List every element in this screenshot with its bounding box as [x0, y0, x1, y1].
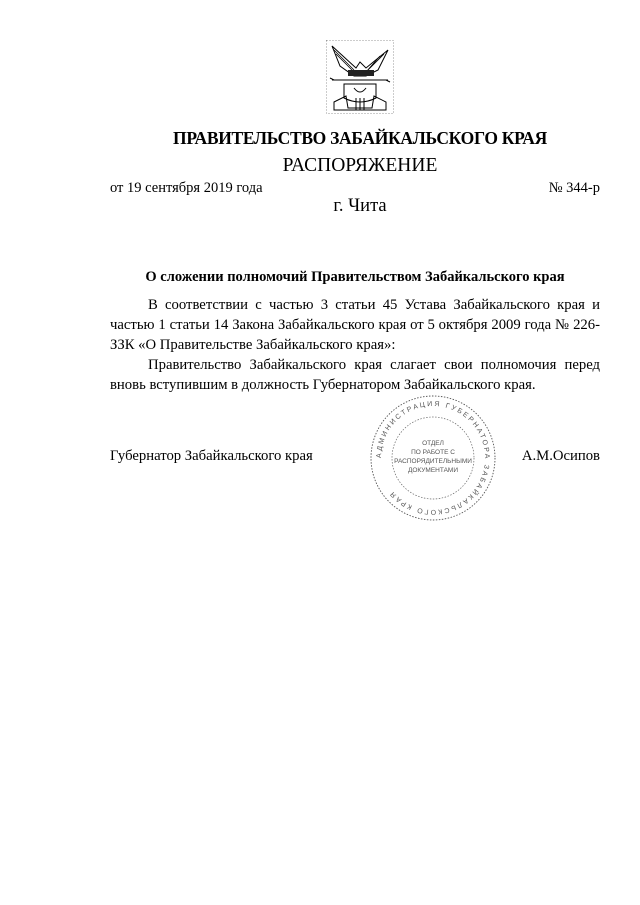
- official-stamp: [366, 393, 500, 523]
- body-paragraph: В соответствии с частью 3 статьи 45 Устава Забайкальского края и частью 1 статьи 14 Закона Забайкальского края от 5 октября 2009 года № 226-ЗЗК «О Правительстве Забайкальского края»:: [110, 297, 600, 353]
- document-body: [110, 295, 600, 395]
- document-date: от 19 сентября 2019 года: [110, 180, 263, 196]
- coat-of-arms-emblem: [326, 40, 394, 114]
- svg-text:ДОКУМЕНТАМИ: ДОКУМЕНТАМИ: [407, 467, 459, 474]
- document-city: г. Чита: [333, 196, 387, 216]
- document-heading: О сложении полномочий Правительством Забайкальского края: [145, 269, 565, 285]
- svg-text:АДМИНИСТРАЦИЯ ГУБЕРНАТОРА ЗАБА: АДМИНИСТРАЦИЯ ГУБЕРНАТОРА ЗАБАЙКАЛЬСКОГО КРАЯ: [375, 400, 491, 516]
- svg-text:ПО РАБОТЕ С: ПО РАБОТЕ С: [411, 449, 455, 456]
- document-type: РАСПОРЯЖЕНИЕ: [282, 155, 438, 176]
- document-number: № 344-р: [548, 180, 600, 196]
- body-paragraph: Правительство Забайкальского края слагает свои полномочия перед вновь вступившим в должность Губернатором Забайкальского края.: [110, 357, 600, 393]
- svg-text:ОТДЕЛ: ОТДЕЛ: [422, 440, 444, 447]
- svg-text:РАСПОРЯДИТЕЛЬНЫМИ: РАСПОРЯДИТЕЛЬНЫМИ: [394, 458, 472, 465]
- organization-title: ПРАВИТЕЛЬСТВО ЗАБАЙКАЛЬСКОГО КРАЯ: [173, 128, 547, 148]
- signatory-name: А.М.Осипов: [521, 448, 600, 464]
- signatory-title: Губернатор Забайкальского края: [110, 448, 313, 464]
